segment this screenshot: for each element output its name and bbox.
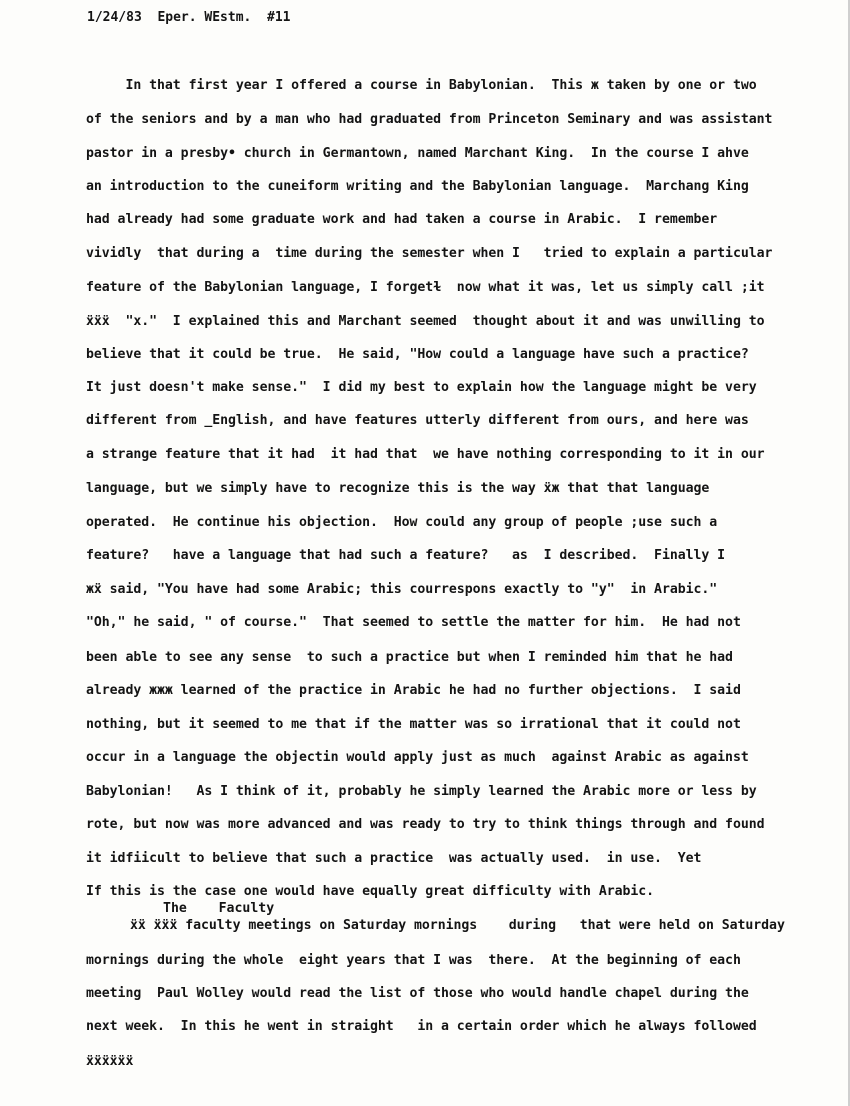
text-line-17: "Oh," he said, " of course." That seemed to settle the matter for him. He had not [86, 615, 741, 630]
text-line-11: different from _English, and have features utterly different from ours, and here was [86, 413, 749, 428]
text-line-19: already жжж learned of the practice in Arabic he had no further objections. I said [86, 683, 741, 698]
text-line-29: next week. In this he went in straight in a certain order which he always followed [86, 1019, 757, 1034]
text-line-14: operated. He continue his objection. How could any group of people ;use such a [86, 515, 718, 530]
text-line-25: If this is the case one would have equally great difficulty with Arabic. [86, 884, 655, 899]
text-line-8: ẍẍẍ "x." I explained this and Marchant seemed thought about it and was unwilling to [86, 314, 765, 329]
text-line-28: meeting Paul Wolley would read the list of those who would handle chapel during the [86, 986, 749, 1001]
text-line-16: жẍ said, "You have had some Arabic; this courrespons exactly to "y" in Arabic." [86, 582, 718, 597]
inserted-heading-the-faculty: The Faculty [163, 901, 275, 916]
text-line-13: language, but we simply have to recognize this is the way ẍж that that language [86, 481, 710, 496]
text-line-2: of the seniors and by a man who had graduated from Princeton Seminary and was assistant [86, 112, 773, 127]
text-line-15: feature? have a language that had such a feature? as I described. Finally I [86, 548, 726, 563]
text-line-22: Babylonian! As I think of it, probably he simply learned the Arabic more or less by [86, 784, 757, 799]
text-line-9: believe that it could be true. He said, "How could a language have such a practice? [86, 347, 749, 362]
text-line-20: nothing, but it seemed to me that if the matter was so irrational that it could not [86, 717, 741, 732]
page-header: 1/24/83 Eper. WEstm. #11 [87, 10, 291, 25]
text-line-26: ẍẍ ẍẍẍ faculty meetings on Saturday mornings during that were held on Saturday [130, 918, 785, 933]
text-line-12: a strange feature that it had it had that we have nothing corresponding to it in our [86, 447, 765, 462]
text-line-6: vividly that during a time during the semester when I tried to explain a particular [86, 246, 773, 261]
text-line-27: mornings during the whole eight years that I was there. At the beginning of each [86, 953, 741, 968]
text-line-30: ẍẍẍẍẍẍ [86, 1054, 134, 1069]
text-line-1: In that first year I offered a course in Babylonian. This ж taken by one or two [86, 78, 757, 93]
text-line-24: it idfiicult to believe that such a practice was actually used. in use. Yet [86, 851, 702, 866]
text-line-5: had already had some graduate work and had taken a course in Arabic. I remember [86, 212, 718, 227]
text-line-21: occur in a language the objectin would apply just as much against Arabic as against [86, 750, 749, 765]
text-line-18: been able to see any sense to such a practice but when I reminded him that he had [86, 650, 733, 665]
text-line-7: feature of the Babylonian language, I forgetɫ now what it was, let us simply call ;it [86, 280, 765, 295]
text-line-10: It just doesn't make sense." I did my best to explain how the language might be very [86, 380, 757, 395]
text-line-23: rote, but now was more advanced and was ready to try to think things through and found [86, 817, 765, 832]
text-line-4: an introduction to the cuneiform writing and the Babylonian language. Marchang King [86, 179, 749, 194]
text-line-3: pastor in a presby• church in Germantown, named Marchant King. In the course I ahve [86, 146, 749, 161]
